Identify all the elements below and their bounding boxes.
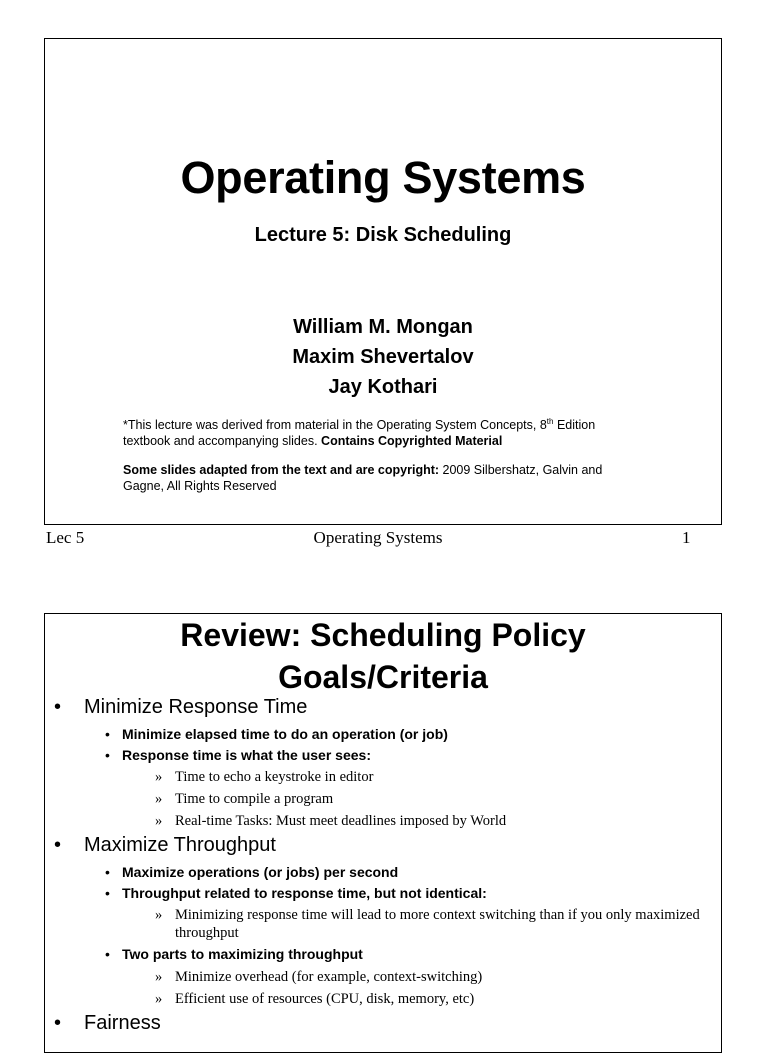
list-item-text: Response time is what the user sees:	[122, 747, 371, 763]
bullet: •	[54, 834, 62, 856]
bullet: »	[155, 791, 163, 807]
list-item	[155, 768, 715, 786]
author-list	[45, 312, 721, 402]
bullet: •	[105, 885, 110, 901]
list-item-text: Time to compile a program	[175, 791, 334, 807]
slide-title-line: Goals/Criteria	[278, 659, 488, 695]
footer-course-title: Operating Systems	[313, 528, 443, 547]
list-item	[155, 812, 715, 830]
content-slide	[44, 613, 722, 1053]
bullet: »	[155, 813, 163, 829]
source-note-text-cont: Edition textbook and accompanying slides.	[123, 418, 596, 448]
list-item	[155, 968, 715, 986]
list-item	[54, 696, 307, 719]
list-item	[105, 885, 487, 901]
copyright-note-lead: Some slides adapted from the text and are copyright:	[123, 463, 440, 477]
author-name: Maxim Shevertalov	[292, 346, 474, 368]
bullet: •	[54, 696, 62, 718]
bullet: »	[155, 769, 163, 785]
bullet: »	[155, 907, 163, 923]
bullet: •	[105, 726, 110, 742]
slide-title-line: Review: Scheduling Policy	[180, 617, 586, 653]
bullet: •	[105, 946, 110, 962]
list-item	[155, 990, 715, 1008]
list-item-text: Time to echo a keystroke in editor	[175, 769, 374, 785]
source-note	[123, 417, 643, 449]
slide-title: Operating Systems	[180, 152, 586, 203]
footer-lecture-number: Lec 5	[46, 528, 85, 547]
bullet: •	[105, 864, 110, 880]
bullet: »	[155, 991, 163, 1007]
list-item-text: Fairness	[84, 1012, 161, 1034]
list-item-text: Throughput related to response time, but not identical:	[122, 885, 487, 901]
author-name: William M. Mongan	[293, 316, 473, 338]
list-item-text: Minimize Response Time	[84, 696, 308, 718]
list-item	[155, 906, 715, 942]
list-item-text: Minimize elapsed time to do an operation (or job)	[122, 726, 448, 742]
title-slide	[44, 38, 722, 525]
list-item-text: Two parts to maximizing throughput	[122, 946, 363, 962]
list-item-text: Efficient use of resources (CPU, disk, memory, etc)	[175, 991, 475, 1007]
author-name: Jay Kothari	[328, 376, 438, 398]
list-item	[105, 864, 398, 880]
bullet: •	[105, 747, 110, 763]
bullet: •	[54, 1012, 62, 1034]
list-item	[105, 946, 363, 962]
list-item	[155, 790, 715, 808]
list-item	[54, 834, 276, 857]
list-item	[105, 747, 371, 763]
copyright-note	[123, 462, 643, 494]
list-item-text: Minimize overhead (for example, context-switching)	[175, 969, 483, 985]
copyright-notice: Contains Copyrighted Material	[321, 434, 503, 448]
list-item-text: Maximize Throughput	[84, 834, 276, 856]
list-item-text: Minimizing response time will lead to more context switching than if you only maximized throughput	[175, 907, 700, 941]
list-item-text: Maximize operations (or jobs) per second	[122, 864, 399, 880]
slide-title	[45, 614, 721, 698]
copyright-note-rest: 2009 Silbershatz, Galvin and Gagne, All Rights Reserved	[123, 463, 603, 493]
source-note-text: *This lecture was derived from material in the Operating System Concepts, 8	[123, 418, 547, 432]
footer-page-number: 1	[682, 528, 691, 547]
list-item-text: Real-time Tasks: Must meet deadlines imposed by World	[175, 813, 507, 829]
lecture-subtitle: Lecture 5: Disk Scheduling	[254, 224, 512, 246]
bullet: »	[155, 969, 163, 985]
list-item	[105, 726, 448, 742]
edition-superscript: th	[546, 416, 554, 426]
